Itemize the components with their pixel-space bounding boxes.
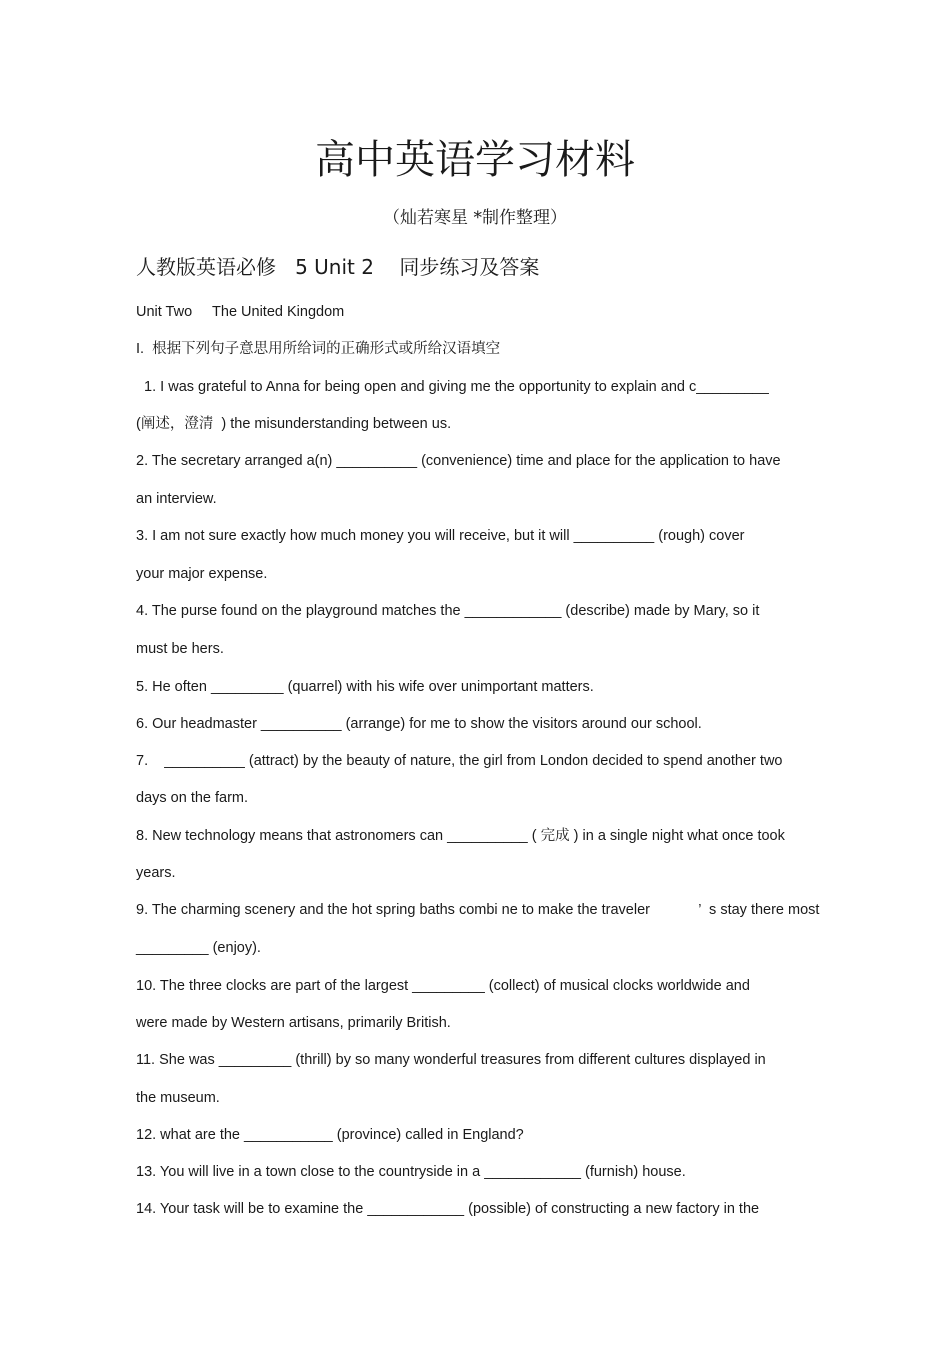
exercise-line: 3. I am not sure exactly how much money you will receive, but it will __________ (rough) cover	[136, 528, 745, 544]
exercise-line: years.	[136, 865, 176, 881]
section-instruction: I. 根据下列句子意思用所给词的正确形式或所给汉语填空	[136, 341, 501, 357]
exercise-line: 11. She was _________ (thrill) by so many wonderful treasures from different cultures displayed in	[136, 1052, 766, 1068]
exercise-line: days on the farm.	[136, 790, 249, 806]
exercise-line: the museum.	[136, 1090, 220, 1106]
page-subtitle: （灿若寒星 *制作整理）	[383, 208, 567, 228]
exercise-line: _________ (enjoy).	[136, 940, 261, 956]
exercise-line: were made by Western artisans, primarily British.	[136, 1015, 451, 1031]
exercise-line: 5. He often _________ (quarrel) with his wife over unimportant matters.	[136, 679, 594, 695]
exercise-line: 10. The three clocks are part of the largest _________ (collect) of musical clocks worldwide and	[136, 978, 750, 994]
exercise-line: 14. Your task will be to examine the ____________ (possible) of constructing a new factory in the	[136, 1201, 760, 1217]
exercise-line: 7. __________ (attract) by the beauty of nature, the girl from London decided to spend another two	[136, 753, 783, 769]
exercise-line: 1. I was grateful to Anna for being open and giving me the opportunity to explain and c_________	[136, 379, 769, 395]
exercise-line: 4. The purse found on the playground matches the ____________ (describe) made by Mary, so it	[136, 603, 760, 619]
exercise-line: (阐述，澄清 ) the misunderstanding between us.	[136, 416, 452, 432]
exercise-line: 13. You will live in a town close to the countryside in a ____________ (furnish) house.	[136, 1164, 686, 1180]
exercise-line: 6. Our headmaster __________ (arrange) for me to show the visitors around our school.	[136, 716, 702, 732]
unit-line: Unit Two The United Kingdom	[136, 304, 345, 320]
exercise-line: your major expense.	[136, 566, 268, 582]
exercise-line: 12. what are the ___________ (province) called in England?	[136, 1127, 524, 1143]
exercise-line: must be hers.	[136, 641, 224, 657]
exercise-line: 9. The charming scenery and the hot spring baths combi ne to make the traveler ’ s stay there most	[136, 902, 820, 918]
exercise-line: 2. The secretary arranged a(n) __________ (convenience) time and place for the application to have	[136, 453, 781, 469]
exercise-line: 8. New technology means that astronomers can __________ ( 完成 ) in a single night what once took	[136, 828, 785, 844]
exercise-line: an interview.	[136, 491, 217, 507]
section-heading: 人教版英语必修 5 Unit 2 同步练习及答案	[136, 255, 540, 279]
page-title: 高中英语学习材料	[315, 137, 635, 183]
